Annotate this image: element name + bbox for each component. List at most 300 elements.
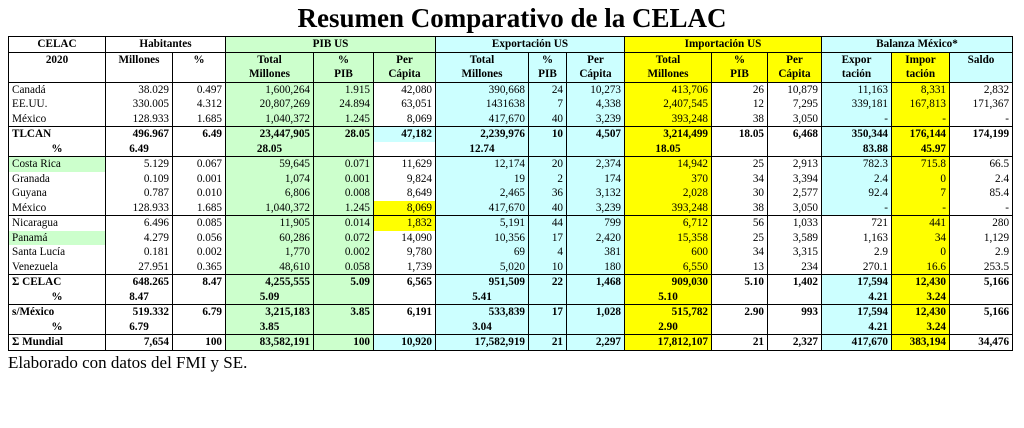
cell-bi: 12,430 — [892, 305, 950, 320]
header-pib-us: PIB US — [226, 37, 436, 53]
cell-bs: 5,166 — [950, 275, 1013, 290]
header-pib-per: Per — [374, 52, 436, 67]
cell-bs: 5,166 — [950, 305, 1013, 320]
header-row-2 — [9, 52, 1013, 67]
table-row — [9, 275, 1013, 290]
cell-name: TLCAN — [9, 127, 106, 142]
header-imp-per: Per — [768, 52, 822, 67]
cell-pib: 4,255,555 — [226, 275, 314, 290]
header-year: 2020 — [9, 52, 106, 67]
cell-bi: - — [892, 201, 950, 216]
cell-exp: 69 — [436, 245, 529, 260]
cell-ec: 174 — [567, 172, 625, 187]
cell-imp: 393,248 — [625, 201, 712, 216]
cell-bi: 0 — [892, 245, 950, 260]
table-row — [9, 82, 1013, 97]
cell-bs: 174,199 — [950, 127, 1013, 142]
cell-hab: 8.47 — [106, 290, 173, 305]
cell-hab: 0.787 — [106, 186, 173, 201]
cell-bx: 1,163 — [822, 231, 892, 246]
cell-pp: 1.245 — [314, 112, 374, 127]
cell-imp: 2,028 — [625, 186, 712, 201]
cell-ep: 20 — [529, 157, 567, 172]
cell-bi: 12,430 — [892, 275, 950, 290]
cell-hp: 4.312 — [173, 97, 226, 112]
cell-exp: 19 — [436, 172, 529, 187]
cell-ec: 4,507 — [567, 127, 625, 142]
cell-bi: 0 — [892, 172, 950, 187]
cell-hp — [173, 142, 226, 157]
cell-pp: 5.09 — [314, 275, 374, 290]
header-exp-pib: PIB — [529, 67, 567, 82]
cell-exp: 533,839 — [436, 305, 529, 320]
cell-name: % — [9, 320, 106, 335]
cell-ic: 1,033 — [768, 216, 822, 231]
cell-pib: 83,582,191 — [226, 335, 314, 351]
cell-pc: 8,069 — [374, 112, 436, 127]
cell-exp: 1431638 — [436, 97, 529, 112]
cell-hp: 0.002 — [173, 245, 226, 260]
cell-name: % — [9, 142, 106, 157]
cell-bx: 17,594 — [822, 305, 892, 320]
cell-imp: 17,812,107 — [625, 335, 712, 351]
cell-imp: 14,942 — [625, 157, 712, 172]
cell-hab: 38.029 — [106, 82, 173, 97]
cell-ec: 2,297 — [567, 335, 625, 351]
cell-bs: 1,129 — [950, 231, 1013, 246]
cell-name: EE.UU. — [9, 97, 106, 112]
cell-pc: 9,780 — [374, 245, 436, 260]
cell-exp: 3.04 — [436, 320, 529, 335]
cell-name: Venezuela — [9, 260, 106, 275]
table-row — [9, 186, 1013, 201]
table-row — [9, 320, 1013, 335]
cell-pc: 47,182 — [374, 127, 436, 142]
table-row — [9, 305, 1013, 320]
cell-ip — [712, 290, 768, 305]
header-exp-pct: % — [529, 52, 567, 67]
cell-ip: 38 — [712, 112, 768, 127]
cell-exp: 2,239,976 — [436, 127, 529, 142]
cell-ip: 26 — [712, 82, 768, 97]
cell-exp: 5,020 — [436, 260, 529, 275]
cell-hp: 1.685 — [173, 201, 226, 216]
cell-ec: 4,338 — [567, 97, 625, 112]
cell-bi: 715.8 — [892, 157, 950, 172]
cell-imp: 393,248 — [625, 112, 712, 127]
cell-pib: 1,770 — [226, 245, 314, 260]
cell-pp: 100 — [314, 335, 374, 351]
cell-exp: 12,174 — [436, 157, 529, 172]
cell-bs: - — [950, 201, 1013, 216]
cell-imp: 413,706 — [625, 82, 712, 97]
cell-ip: 38 — [712, 201, 768, 216]
celac-comparison-table — [8, 36, 1013, 351]
cell-ep: 40 — [529, 112, 567, 127]
cell-bs: 171,367 — [950, 97, 1013, 112]
cell-pib: 5.09 — [226, 290, 314, 305]
header-export-us: Exportación US — [436, 37, 625, 53]
cell-hab: 0.181 — [106, 245, 173, 260]
cell-bs: 253.5 — [950, 260, 1013, 275]
cell-pp: 0.002 — [314, 245, 374, 260]
cell-name: Santa Lucía — [9, 245, 106, 260]
cell-bx: 2.9 — [822, 245, 892, 260]
cell-ep: 36 — [529, 186, 567, 201]
table-row — [9, 231, 1013, 246]
cell-exp: 5.41 — [436, 290, 529, 305]
header-exp-total: Total — [436, 52, 529, 67]
cell-imp: 909,030 — [625, 275, 712, 290]
cell-imp: 3,214,499 — [625, 127, 712, 142]
cell-ic: 7,295 — [768, 97, 822, 112]
cell-bx: 17,594 — [822, 275, 892, 290]
cell-bi: 176,144 — [892, 127, 950, 142]
cell-pib: 1,040,372 — [226, 201, 314, 216]
cell-ic — [768, 290, 822, 305]
cell-bx: - — [822, 201, 892, 216]
cell-ip: 56 — [712, 216, 768, 231]
cell-ec: 3,239 — [567, 201, 625, 216]
cell-ep — [529, 142, 567, 157]
cell-ic — [768, 320, 822, 335]
cell-pib: 23,447,905 — [226, 127, 314, 142]
table-row — [9, 127, 1013, 142]
cell-ep: 21 — [529, 335, 567, 351]
header-balanza: Balanza México* — [822, 37, 1013, 53]
cell-ep: 44 — [529, 216, 567, 231]
cell-pc: 42,080 — [374, 82, 436, 97]
cell-pib: 1,600,264 — [226, 82, 314, 97]
cell-pc: 9,824 — [374, 172, 436, 187]
cell-ep — [529, 290, 567, 305]
cell-hab: 6.49 — [106, 142, 173, 157]
header-pib-pib: PIB — [314, 67, 374, 82]
cell-ec: 2,374 — [567, 157, 625, 172]
cell-hab: 496.967 — [106, 127, 173, 142]
cell-ep: 10 — [529, 260, 567, 275]
table-row — [9, 97, 1013, 112]
footer-note: Elaborado con datos del FMI y SE. — [8, 352, 248, 372]
cell-bs: 2.4 — [950, 172, 1013, 187]
cell-pc — [374, 142, 436, 157]
table-row — [9, 335, 1013, 351]
cell-bs: 85.4 — [950, 186, 1013, 201]
cell-name: México — [9, 112, 106, 127]
cell-ic: 3,050 — [768, 112, 822, 127]
header-pib-pct: % — [314, 52, 374, 67]
cell-ic: 3,394 — [768, 172, 822, 187]
cell-pib: 6,806 — [226, 186, 314, 201]
cell-hp: 1.685 — [173, 112, 226, 127]
table-row — [9, 201, 1013, 216]
cell-exp: 951,509 — [436, 275, 529, 290]
cell-hp: 0.067 — [173, 157, 226, 172]
cell-bx: 339,181 — [822, 97, 892, 112]
cell-ic: 2,327 — [768, 335, 822, 351]
cell-ic: 6,468 — [768, 127, 822, 142]
cell-ip: 18.05 — [712, 127, 768, 142]
cell-pc: 8,069 — [374, 201, 436, 216]
cell-bi: 3.24 — [892, 320, 950, 335]
cell-ec — [567, 320, 625, 335]
cell-hab: 4.279 — [106, 231, 173, 246]
cell-bi: 45.97 — [892, 142, 950, 157]
cell-name: Σ CELAC — [9, 275, 106, 290]
cell-pc: 6,191 — [374, 305, 436, 320]
cell-bi: 3.24 — [892, 290, 950, 305]
table-row — [9, 260, 1013, 275]
header-imp-total: Total — [625, 52, 712, 67]
cell-pp: 0.058 — [314, 260, 374, 275]
cell-bs: 34,476 — [950, 335, 1013, 351]
cell-bx: 350,344 — [822, 127, 892, 142]
header-bal-saldo: Saldo — [950, 52, 1013, 67]
cell-name: Granada — [9, 172, 106, 187]
cell-pp: 0.014 — [314, 216, 374, 231]
cell-ic: 10,879 — [768, 82, 822, 97]
cell-ip — [712, 142, 768, 157]
cell-ic: 234 — [768, 260, 822, 275]
cell-ec: 1,468 — [567, 275, 625, 290]
cell-hab: 519.332 — [106, 305, 173, 320]
cell-bx: 92.4 — [822, 186, 892, 201]
cell-bs: 66.5 — [950, 157, 1013, 172]
cell-hab: 330.005 — [106, 97, 173, 112]
cell-ec: 3,132 — [567, 186, 625, 201]
cell-pib: 1,074 — [226, 172, 314, 187]
cell-imp: 515,782 — [625, 305, 712, 320]
header-imp-pct: % — [712, 52, 768, 67]
cell-ep: 7 — [529, 97, 567, 112]
table-row — [9, 172, 1013, 187]
cell-imp: 6,712 — [625, 216, 712, 231]
cell-hp: 6.79 — [173, 305, 226, 320]
cell-bs: 2.9 — [950, 245, 1013, 260]
header-bal-expor-2: tación — [822, 67, 892, 82]
table-row — [9, 216, 1013, 231]
cell-hab: 6.79 — [106, 320, 173, 335]
cell-name: Σ Mundial — [9, 335, 106, 351]
cell-pp: 3.85 — [314, 305, 374, 320]
cell-bi: 441 — [892, 216, 950, 231]
cell-ip: 34 — [712, 245, 768, 260]
cell-ep: 2 — [529, 172, 567, 187]
cell-bs: 280 — [950, 216, 1013, 231]
cell-imp: 370 — [625, 172, 712, 187]
cell-pc: 11,629 — [374, 157, 436, 172]
cell-exp: 12.74 — [436, 142, 529, 157]
cell-bi: 383,194 — [892, 335, 950, 351]
table-row — [9, 157, 1013, 172]
header-exp-millones: Millones — [436, 67, 529, 82]
cell-bs — [950, 290, 1013, 305]
cell-hab: 5.129 — [106, 157, 173, 172]
header-habitantes: Habitantes — [106, 37, 226, 53]
cell-ep: 10 — [529, 127, 567, 142]
cell-imp: 6,550 — [625, 260, 712, 275]
cell-name: s/México — [9, 305, 106, 320]
header-hab-millones: Millones — [106, 52, 173, 67]
cell-hab: 128.933 — [106, 201, 173, 216]
header-bal-impor: Impor — [892, 52, 950, 67]
cell-pp — [314, 290, 374, 305]
cell-ic: 3,589 — [768, 231, 822, 246]
cell-pib: 60,286 — [226, 231, 314, 246]
header-pib-capita: Cápita — [374, 67, 436, 82]
cell-hab: 7,654 — [106, 335, 173, 351]
cell-hp: 0.056 — [173, 231, 226, 246]
cell-imp: 2,407,545 — [625, 97, 712, 112]
cell-hp: 0.010 — [173, 186, 226, 201]
cell-imp: 600 — [625, 245, 712, 260]
header-imp-millones: Millones — [625, 67, 712, 82]
cell-exp: 2,465 — [436, 186, 529, 201]
cell-pp: 0.071 — [314, 157, 374, 172]
cell-bs: 2,832 — [950, 82, 1013, 97]
cell-name: Guyana — [9, 186, 106, 201]
cell-ec: 10,273 — [567, 82, 625, 97]
cell-hp: 0.001 — [173, 172, 226, 187]
header-row-3 — [9, 67, 1013, 82]
cell-bi: 16.6 — [892, 260, 950, 275]
cell-pc — [374, 290, 436, 305]
table-row — [9, 245, 1013, 260]
cell-ip: 25 — [712, 157, 768, 172]
cell-bi: 7 — [892, 186, 950, 201]
cell-bx: 83.88 — [822, 142, 892, 157]
cell-name: Costa Rica — [9, 157, 106, 172]
cell-hp — [173, 290, 226, 305]
cell-exp: 417,670 — [436, 201, 529, 216]
cell-ip: 12 — [712, 97, 768, 112]
cell-ip: 21 — [712, 335, 768, 351]
cell-pc: 1,832 — [374, 216, 436, 231]
cell-name: México — [9, 201, 106, 216]
cell-pp — [314, 320, 374, 335]
cell-hab: 6.496 — [106, 216, 173, 231]
cell-hab: 0.109 — [106, 172, 173, 187]
header-exp-per: Per — [567, 52, 625, 67]
cell-bs — [950, 320, 1013, 335]
cell-ic: 1,402 — [768, 275, 822, 290]
cell-pp: 1.915 — [314, 82, 374, 97]
cell-pc: 1,739 — [374, 260, 436, 275]
cell-exp: 17,582,919 — [436, 335, 529, 351]
cell-ip: 34 — [712, 172, 768, 187]
cell-bx: 270.1 — [822, 260, 892, 275]
cell-pib: 11,905 — [226, 216, 314, 231]
cell-ip: 30 — [712, 186, 768, 201]
cell-pib: 59,645 — [226, 157, 314, 172]
cell-pc: 6,565 — [374, 275, 436, 290]
cell-exp: 10,356 — [436, 231, 529, 246]
cell-ip: 5.10 — [712, 275, 768, 290]
cell-pc: 10,920 — [374, 335, 436, 351]
cell-bx: 4.21 — [822, 320, 892, 335]
table-row — [9, 290, 1013, 305]
cell-ip: 2.90 — [712, 305, 768, 320]
cell-ec: 799 — [567, 216, 625, 231]
cell-ec: 1,028 — [567, 305, 625, 320]
cell-pp: 28.05 — [314, 127, 374, 142]
cell-ic: 993 — [768, 305, 822, 320]
cell-ep: 40 — [529, 201, 567, 216]
cell-bx: 2.4 — [822, 172, 892, 187]
cell-ec: 3,239 — [567, 112, 625, 127]
cell-ec — [567, 290, 625, 305]
cell-ec: 381 — [567, 245, 625, 260]
cell-bi: 34 — [892, 231, 950, 246]
cell-ic — [768, 142, 822, 157]
cell-pp — [314, 142, 374, 157]
cell-ec — [567, 142, 625, 157]
cell-pib: 48,610 — [226, 260, 314, 275]
header-bal-expor: Expor — [822, 52, 892, 67]
cell-pib: 20,807,269 — [226, 97, 314, 112]
page-title: Resumen Comparativo de la CELAC — [297, 3, 727, 33]
cell-bx: 782.3 — [822, 157, 892, 172]
cell-pc — [374, 320, 436, 335]
cell-bx: - — [822, 112, 892, 127]
cell-ep: 24 — [529, 82, 567, 97]
cell-name: Panamá — [9, 231, 106, 246]
cell-ip: 25 — [712, 231, 768, 246]
cell-hp: 0.365 — [173, 260, 226, 275]
cell-ip — [712, 320, 768, 335]
header-bal-impor-2: tación — [892, 67, 950, 82]
cell-pp: 0.008 — [314, 186, 374, 201]
cell-hp: 8.47 — [173, 275, 226, 290]
cell-ic: 2,577 — [768, 186, 822, 201]
cell-ep: 22 — [529, 275, 567, 290]
cell-hab: 128.933 — [106, 112, 173, 127]
cell-exp: 5,191 — [436, 216, 529, 231]
header-pib-total: Total — [226, 52, 314, 67]
cell-ep: 17 — [529, 231, 567, 246]
cell-imp: 18.05 — [625, 142, 712, 157]
cell-imp: 5.10 — [625, 290, 712, 305]
cell-ep — [529, 320, 567, 335]
cell-hab: 648.265 — [106, 275, 173, 290]
header-import-us: Importación US — [625, 37, 822, 53]
header-exp-capita: Cápita — [567, 67, 625, 82]
cell-bs — [950, 142, 1013, 157]
cell-bs: - — [950, 112, 1013, 127]
cell-pib: 1,040,372 — [226, 112, 314, 127]
table-body — [9, 82, 1013, 350]
cell-bi: - — [892, 112, 950, 127]
header-celac: CELAC — [9, 37, 106, 53]
cell-pp: 24.894 — [314, 97, 374, 112]
cell-ic: 3,050 — [768, 201, 822, 216]
cell-name: Canadá — [9, 82, 106, 97]
cell-name: % — [9, 290, 106, 305]
header-imp-pib: PIB — [712, 67, 768, 82]
cell-hp — [173, 320, 226, 335]
cell-pc: 8,649 — [374, 186, 436, 201]
header-row-1 — [9, 37, 1013, 53]
cell-exp: 390,668 — [436, 82, 529, 97]
cell-pib: 28.05 — [226, 142, 314, 157]
cell-ic: 3,315 — [768, 245, 822, 260]
cell-bx: 417,670 — [822, 335, 892, 351]
cell-ec: 180 — [567, 260, 625, 275]
cell-hp: 0.497 — [173, 82, 226, 97]
cell-ec: 2,420 — [567, 231, 625, 246]
cell-pp: 1.245 — [314, 201, 374, 216]
cell-pp: 0.001 — [314, 172, 374, 187]
